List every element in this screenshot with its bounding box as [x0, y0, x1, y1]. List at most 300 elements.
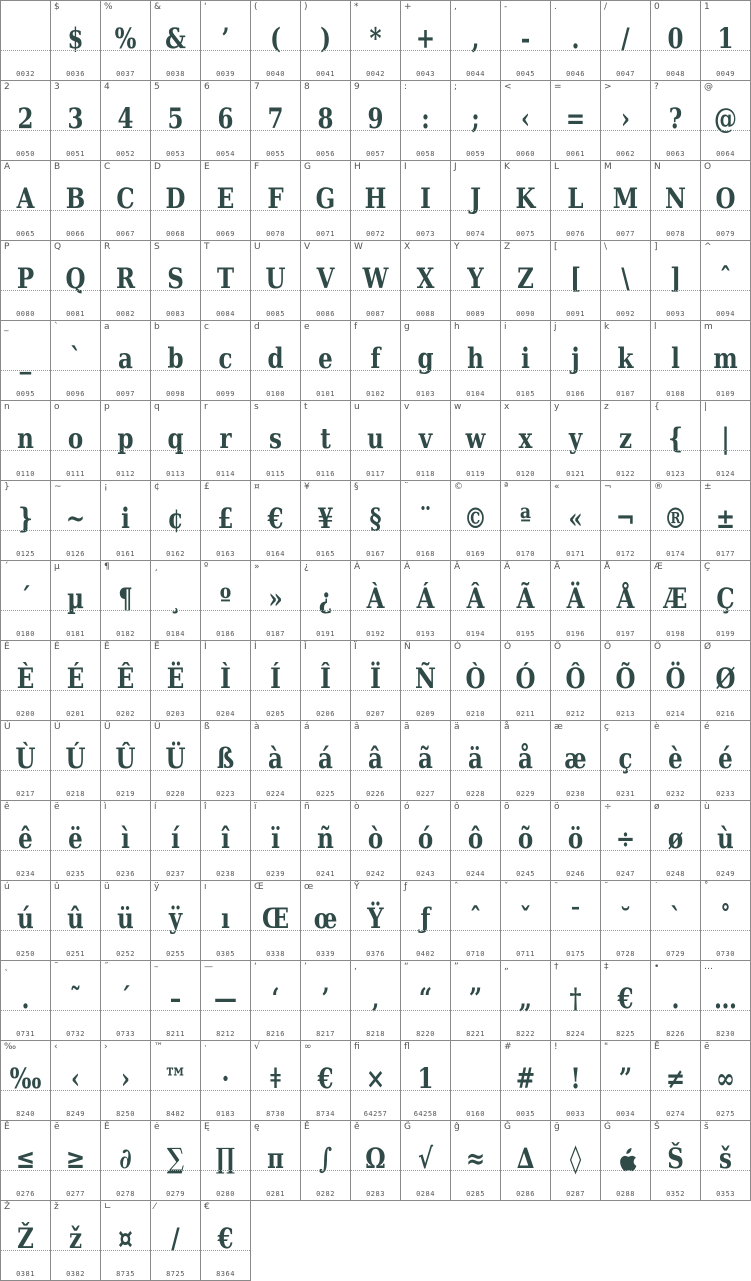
glyph-cell [201, 241, 251, 321]
glyph-cell [451, 1041, 501, 1121]
glyph-code: 0065 [16, 230, 35, 238]
glyph-reference-char: Y [454, 242, 460, 252]
glyph-sample: ¸ [169, 582, 182, 615]
glyph-sample: √ [417, 1142, 434, 1175]
glyph-reference-char: ò [354, 802, 360, 812]
glyph-reference-char: ( [254, 2, 258, 12]
glyph-cell [351, 321, 401, 401]
glyph-sample: ≈ [465, 1142, 486, 1175]
glyph-cell [251, 1, 301, 81]
glyph-sample: í [171, 822, 180, 855]
glyph-code: 64258 [413, 1110, 438, 1118]
glyph-code: 0036 [66, 70, 85, 78]
glyph-reference-char: – [154, 962, 159, 972]
glyph-cell [51, 241, 101, 321]
glyph-sample: 8 [317, 102, 334, 135]
glyph-reference-char: i [504, 322, 507, 332]
glyph-cell [701, 241, 751, 321]
glyph-reference-char: ï [254, 802, 257, 812]
glyph-code: 0224 [266, 790, 285, 798]
glyph-code: 0235 [66, 870, 85, 878]
glyph-sample: Í [270, 662, 281, 695]
glyph-cell [651, 961, 701, 1041]
glyph-sample: Ò [465, 662, 486, 695]
glyph-code: 0238 [216, 870, 235, 878]
glyph-cell [551, 641, 601, 721]
glyph-code: 0105 [516, 390, 535, 398]
glyph-sample: ã [418, 742, 433, 775]
glyph-reference-char: † [554, 962, 559, 972]
glyph-sample: \ [621, 262, 630, 295]
glyph-cell [101, 1041, 151, 1121]
glyph-reference-char: ] [654, 242, 658, 252]
glyph-code: 0099 [216, 390, 235, 398]
glyph-reference-char: * [354, 2, 359, 12]
glyph-code: 0121 [566, 470, 585, 478]
glyph-sample: Ï [370, 662, 381, 695]
glyph-cell [651, 721, 701, 801]
glyph-cell [101, 1, 151, 81]
glyph-code: 0048 [666, 70, 685, 78]
glyph-cell [201, 641, 251, 721]
glyph-sample: s [269, 422, 282, 455]
glyph-cell [301, 561, 351, 641]
glyph-code: 0115 [266, 470, 285, 478]
glyph-cell [1, 1201, 51, 1281]
glyph-sample: Y [467, 262, 484, 295]
glyph-cell [451, 721, 501, 801]
glyph-cell [551, 81, 601, 161]
glyph-cell [51, 81, 101, 161]
glyph-reference-char: | [704, 402, 708, 412]
glyph-code: 0229 [516, 790, 535, 798]
glyph-sample: a [118, 342, 133, 375]
glyph-code: 0205 [266, 710, 285, 718]
glyph-reference-char: ∞ [304, 1042, 312, 1052]
glyph-sample: Ä [566, 582, 585, 615]
glyph-code: 0040 [266, 70, 285, 78]
glyph-reference-char: Ü [154, 722, 161, 732]
glyph-sample: Æ [663, 582, 688, 615]
glyph-sample: 3 [67, 102, 84, 135]
glyph-cell [351, 801, 401, 881]
glyph-code: 0279 [166, 1190, 185, 1198]
glyph-cell [201, 1121, 251, 1201]
glyph-sample: Ü [165, 742, 186, 775]
glyph-cell [301, 641, 351, 721]
glyph-reference-char: ’ [304, 962, 307, 972]
glyph-cell [451, 1121, 501, 1201]
glyph-sample: o [67, 422, 84, 455]
glyph-cell [201, 561, 251, 641]
glyph-sample: ï [271, 822, 280, 855]
glyph-reference-char: ù [704, 802, 710, 812]
glyph-code: 0352 [666, 1190, 685, 1198]
glyph-cell [601, 801, 651, 881]
glyph-reference-char: « [554, 482, 560, 492]
glyph-reference-char: ˙ [654, 882, 659, 892]
glyph-sample: Ó [515, 662, 536, 695]
glyph-cell [151, 1121, 201, 1201]
glyph-reference-char: Q [54, 242, 62, 252]
glyph-reference-char: p [104, 402, 110, 412]
glyph-code: 0711 [516, 950, 535, 958]
glyph-cell [501, 161, 551, 241]
glyph-cell [601, 321, 651, 401]
glyph-cell [201, 801, 251, 881]
glyph-cell [1, 401, 51, 481]
glyph-code: 0063 [666, 150, 685, 158]
glyph-reference-char: } [4, 482, 10, 492]
glyph-cell [251, 961, 301, 1041]
glyph-sample: ÿ [168, 902, 183, 935]
glyph-cell [701, 81, 751, 161]
glyph-reference-char: H [354, 162, 361, 172]
glyph-reference-char: s [254, 402, 259, 412]
glyph-reference-char: ‡ [604, 962, 609, 972]
glyph-cell [451, 321, 501, 401]
glyph-reference-char: ĕ [54, 1122, 60, 1132]
glyph-cell [651, 801, 701, 881]
glyph-reference-char: À [354, 562, 361, 572]
glyph-cell [101, 81, 151, 161]
glyph-sample: û [67, 902, 84, 935]
glyph-reference-char: ė [154, 1122, 160, 1132]
glyph-code: 0198 [666, 630, 685, 638]
glyph-cell [601, 641, 651, 721]
glyph-sample: ž [68, 1222, 83, 1255]
glyph-sample: D [165, 182, 186, 215]
glyph-code: 0237 [166, 870, 185, 878]
glyph-reference-char: ” [454, 962, 459, 972]
glyph-reference-char: ÷ [604, 802, 612, 812]
glyph-sample: g [417, 342, 434, 375]
glyph-reference-char: q [154, 402, 160, 412]
glyph-code: 0116 [316, 470, 335, 478]
glyph-sample: ǂ [270, 1062, 281, 1095]
glyph-sample: V [316, 262, 335, 295]
glyph-cell [51, 1, 101, 81]
glyph-cell [1, 161, 51, 241]
glyph-code: 0038 [166, 70, 185, 78]
glyph-sample: À [366, 582, 385, 615]
glyph-code: 0382 [66, 1270, 85, 1278]
glyph-sample: I [420, 182, 431, 215]
glyph-code: 8230 [716, 1030, 735, 1038]
glyph-reference-char: ¯ [554, 882, 559, 892]
glyph-cell [351, 721, 401, 801]
glyph-code: 0206 [316, 710, 335, 718]
glyph-reference-char: X [404, 242, 411, 252]
glyph-cell [451, 961, 501, 1041]
glyph-sample: Ë [166, 662, 185, 695]
glyph-sample: 2 [17, 102, 34, 135]
glyph-reference-char: é [704, 722, 710, 732]
glyph-code: 8730 [266, 1110, 285, 1118]
glyph-cell [301, 161, 351, 241]
glyph-reference-char: Î [304, 642, 307, 652]
glyph-code: 0043 [416, 70, 435, 78]
glyph-cell [501, 1121, 551, 1201]
glyph-sample: § [369, 502, 382, 535]
glyph-reference-char: [ [554, 242, 558, 252]
glyph-cell [251, 401, 301, 481]
glyph-sample: K [515, 182, 536, 215]
glyph-sample: ∑ [166, 1142, 185, 1175]
glyph-cell [451, 561, 501, 641]
glyph-sample: Ô [565, 662, 586, 695]
glyph-sample: ú [17, 902, 34, 935]
glyph-reference-char: ã [404, 722, 410, 732]
glyph-cell [701, 641, 751, 721]
glyph-cell [301, 801, 351, 881]
glyph-cell [551, 481, 601, 561]
glyph-sample: â [368, 742, 383, 775]
glyph-reference-char: á [304, 722, 310, 732]
glyph-reference-char: ± [704, 482, 712, 492]
glyph-reference-char: y [554, 402, 560, 412]
glyph-cell [251, 721, 301, 801]
glyph-cell [251, 1041, 301, 1121]
glyph-code: 0212 [566, 710, 585, 718]
glyph-cell [501, 481, 551, 561]
glyph-sample: † [569, 982, 582, 1015]
glyph-reference-char: Ñ [404, 642, 411, 652]
glyph-cell [1, 561, 51, 641]
glyph-code: 0194 [466, 630, 485, 638]
glyph-reference-char: ì [104, 802, 107, 812]
glyph-reference-char: ú [4, 882, 10, 892]
glyph-cell [301, 401, 351, 481]
glyph-code: 0057 [366, 150, 385, 158]
glyph-code: 0077 [616, 230, 635, 238]
glyph-sample: y [568, 422, 583, 455]
glyph-code: 0097 [116, 390, 135, 398]
glyph-cell [251, 481, 301, 561]
glyph-reference-char: ˇ [504, 882, 509, 892]
glyph-sample: é [718, 742, 733, 775]
glyph-sample: ≥ [65, 1142, 86, 1175]
glyph-sample: u [367, 422, 384, 455]
glyph-sample: Ÿ [367, 902, 384, 935]
glyph-reference-char: 0 [654, 2, 660, 12]
glyph-reference-char: { [654, 402, 660, 412]
glyph-reference-char: ¨ [404, 482, 409, 492]
glyph-code: 0731 [16, 1030, 35, 1038]
glyph-code: 0255 [166, 950, 185, 958]
glyph-cell [501, 801, 551, 881]
glyph-code: 0228 [466, 790, 485, 798]
glyph-cell [551, 801, 601, 881]
glyph-reference-char: ß [204, 722, 210, 732]
glyph-reference-char: " [604, 1042, 609, 1052]
glyph-code: 0241 [316, 870, 335, 878]
glyph-cell [401, 1041, 451, 1121]
glyph-reference-char: M [604, 162, 612, 172]
glyph-cell [401, 641, 451, 721]
glyph-reference-char: n [4, 402, 10, 412]
glyph-sample: Ã [516, 582, 535, 615]
glyph-code: 0089 [466, 310, 485, 318]
glyph-reference-char: • [654, 962, 660, 972]
glyph-reference-char: ? [654, 82, 659, 92]
glyph-reference-char: = [554, 82, 562, 92]
glyph-reference-char: Ù [4, 722, 11, 732]
glyph-reference-char: ' [204, 2, 207, 12]
glyph-code: 0072 [366, 230, 385, 238]
glyph-cell [401, 1, 451, 81]
glyph-cell [251, 321, 301, 401]
glyph-code: 0112 [116, 470, 135, 478]
glyph-sample: % [114, 22, 137, 55]
glyph-sample: « [568, 502, 583, 535]
glyph-sample: H [364, 182, 387, 215]
glyph-sample: Z [517, 262, 534, 295]
glyph-reference-char: ‰ [4, 1042, 17, 1052]
glyph-reference-char: J [454, 162, 457, 172]
glyph-sample: R [115, 262, 136, 295]
glyph-cell [501, 241, 551, 321]
glyph-cell [351, 561, 401, 641]
glyph-cell [551, 1041, 601, 1121]
glyph-cell [501, 881, 551, 961]
glyph-code: 0202 [116, 710, 135, 718]
glyph-cell [301, 241, 351, 321]
glyph-code: 0113 [166, 470, 185, 478]
glyph-reference-char: Ä [554, 562, 561, 572]
glyph-reference-char: Ğ [504, 1122, 511, 1132]
glyph-reference-char: ∟ [104, 1202, 112, 1212]
glyph-sample: ì [121, 822, 130, 855]
glyph-reference-char: , [454, 2, 457, 12]
glyph-sample: w [465, 422, 486, 455]
glyph-cell [601, 481, 651, 561]
glyph-sample: ı [221, 902, 230, 935]
glyph-cell [151, 81, 201, 161]
glyph-code: 0186 [216, 630, 235, 638]
glyph-cell [301, 321, 351, 401]
glyph-cell [201, 1041, 251, 1121]
glyph-cell [151, 321, 201, 401]
glyph-reference-char: ¡ [104, 482, 108, 492]
glyph-code: 0054 [216, 150, 235, 158]
glyph-cell [101, 241, 151, 321]
glyph-sample: U [265, 262, 286, 295]
glyph-reference-char: º [204, 562, 209, 572]
glyph-code: 0076 [566, 230, 585, 238]
glyph-sample: P [16, 262, 35, 295]
glyph-code: 0288 [616, 1190, 635, 1198]
glyph-cell [151, 481, 201, 561]
glyph-code: 8364 [216, 1270, 235, 1278]
glyph-reference-char: T [204, 242, 210, 252]
glyph-cell [101, 641, 151, 721]
glyph-code: 0242 [366, 870, 385, 878]
glyph-cell [651, 641, 701, 721]
glyph-reference-char: ﬂ [404, 1042, 410, 1052]
glyph-cell [401, 801, 451, 881]
glyph-cell [301, 1121, 351, 1201]
glyph-sample: x [518, 422, 533, 455]
glyph-code: 0096 [66, 390, 85, 398]
glyph-sample: Œ [261, 902, 290, 935]
glyph-code: 0162 [166, 550, 185, 558]
glyph-cell [101, 801, 151, 881]
glyph-cell [101, 881, 151, 961]
glyph-code: 0353 [716, 1190, 735, 1198]
glyph-reference-char: ¤ [254, 482, 260, 492]
glyph-sample: π [267, 1142, 284, 1175]
glyph-reference-char: F [254, 162, 260, 172]
glyph-cell [201, 401, 251, 481]
glyph-cell [251, 161, 301, 241]
glyph-reference-char: š [704, 1122, 709, 1132]
glyph-cell [651, 481, 701, 561]
glyph-reference-char: å [504, 722, 510, 732]
glyph-sample: [ [570, 262, 581, 295]
glyph-code: 0204 [216, 710, 235, 718]
glyph-sample: ’ [221, 22, 230, 55]
glyph-reference-char: ƒ [404, 882, 408, 892]
glyph-cell [701, 1, 751, 81]
glyph-sample: ¶ [118, 582, 133, 615]
glyph-code: 0088 [416, 310, 435, 318]
glyph-code: 0234 [16, 870, 35, 878]
glyph-code: 0168 [416, 550, 435, 558]
glyph-sample: ; [471, 102, 480, 135]
glyph-sample: š [719, 1142, 732, 1175]
glyph-code: 0160 [466, 1110, 485, 1118]
glyph-sample: € [217, 1222, 234, 1255]
glyph-sample: É [66, 662, 85, 695]
glyph-reference-char: # [504, 1042, 512, 1052]
glyph-sample: ˆ [469, 902, 482, 935]
glyph-cell [201, 321, 251, 401]
glyph-reference-char: U [254, 242, 261, 252]
glyph-sample: h [467, 342, 484, 375]
glyph-code: 8217 [316, 1030, 335, 1038]
glyph-code: 0231 [616, 790, 635, 798]
glyph-cell [651, 881, 701, 961]
glyph-code: 0283 [366, 1190, 385, 1198]
glyph-reference-char: ˆ [454, 882, 459, 892]
glyph-reference-char: è [654, 722, 660, 732]
glyph-sample: ` [669, 902, 682, 935]
glyph-code: 0075 [516, 230, 535, 238]
glyph-reference-char: ﬁ [354, 1042, 360, 1052]
glyph-code: 0247 [616, 870, 635, 878]
glyph-code: 0049 [716, 70, 735, 78]
glyph-reference-char: W [354, 242, 363, 252]
glyph-sample: - [520, 22, 531, 55]
glyph-code: 0067 [116, 230, 135, 238]
glyph-sample: Ì [220, 662, 231, 695]
glyph-code: 0184 [166, 630, 185, 638]
glyph-code: 0249 [716, 870, 735, 878]
glyph-reference-char: 6 [204, 82, 210, 92]
glyph-sample: å [518, 742, 533, 775]
glyph-code: 0086 [316, 310, 335, 318]
glyph-sample: “ [418, 982, 433, 1015]
glyph-code: 0090 [516, 310, 535, 318]
glyph-code: 0225 [316, 790, 335, 798]
glyph-reference-char: G [304, 162, 311, 172]
glyph-code: 0214 [666, 710, 685, 718]
glyph-sample: ‹ [520, 102, 531, 135]
glyph-code: 64257 [363, 1110, 388, 1118]
glyph-cell [51, 721, 101, 801]
glyph-code: 0071 [316, 230, 335, 238]
